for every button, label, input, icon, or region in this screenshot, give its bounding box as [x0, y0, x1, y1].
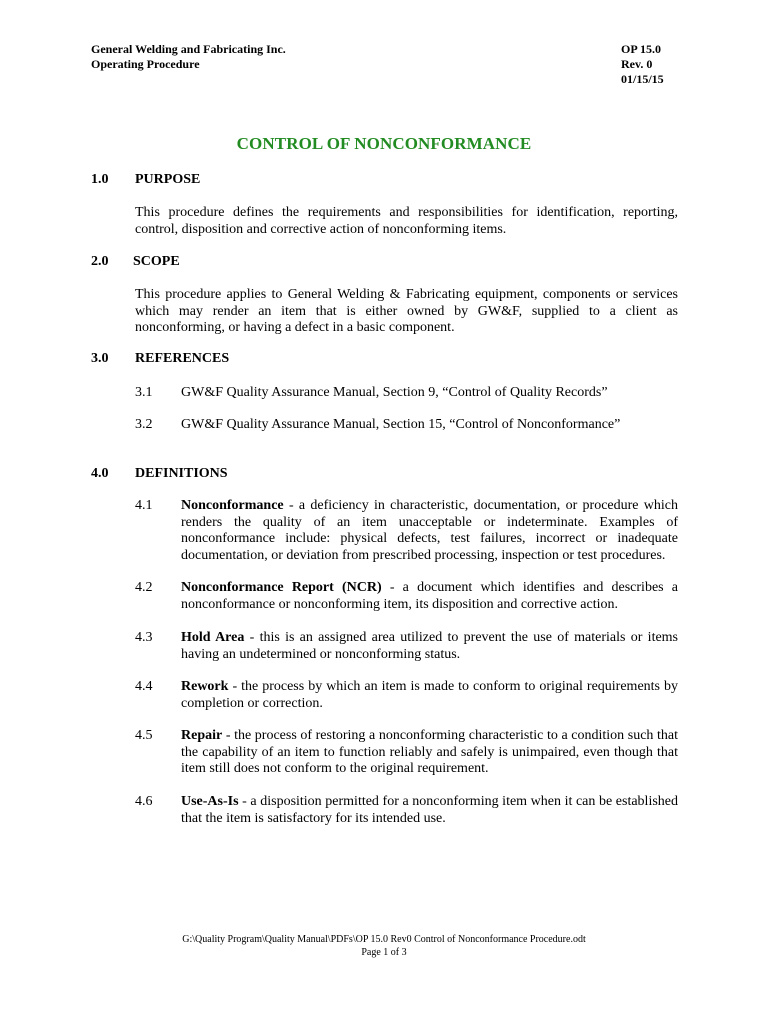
- definition-term: Nonconformance: [181, 498, 284, 513]
- section-number-scope: 2.0: [91, 254, 109, 269]
- definition-text: - this is an assigned area utilized to prevent the use of materials or items having an undetermined or nonconforming status.: [181, 630, 679, 662]
- definition-number: 4.3: [135, 630, 153, 645]
- definition-number: 4.1: [135, 498, 153, 513]
- definition-number: 4.6: [135, 794, 153, 809]
- footer-file-path: G:\Quality Program\Quality Manual\PDFs\OP 15.0 Rev0 Control of Nonconformance Procedure.odt: [182, 934, 586, 945]
- definition-number: 4.2: [135, 580, 153, 595]
- section-number-purpose: 1.0: [91, 172, 109, 187]
- definition-use-as-is: [181, 794, 678, 827]
- definition-term: Nonconformance Report (NCR): [181, 580, 382, 595]
- definition-term: Hold Area: [181, 630, 245, 645]
- company-name: General Welding and Fabricating Inc.: [91, 42, 286, 56]
- section-number-definitions: 4.0: [91, 466, 109, 481]
- section-title-scope: SCOPE: [133, 254, 180, 269]
- purpose-text: This procedure defines the requirements and responsibilities for identification, reporting, control, disposition and corrective action of nonconforming items.: [135, 205, 678, 237]
- header-right: [621, 42, 664, 87]
- document-date: 01/15/15: [621, 72, 664, 86]
- definition-text: - a document which identifies and describes a nonconformance or nonconforming item, its disposition and corrective action.: [181, 580, 678, 612]
- reference-text: GW&F Quality Assurance Manual, Section 9, “Control of Quality Records”: [181, 385, 608, 400]
- revision: Rev. 0: [621, 57, 653, 71]
- definition-term: Repair: [181, 728, 223, 743]
- reference-number: 3.1: [135, 385, 153, 400]
- footer: [0, 933, 768, 959]
- header-left: [91, 42, 286, 72]
- document-number: OP 15.0: [621, 42, 662, 56]
- reference-text: GW&F Quality Assurance Manual, Section 15, “Control of Nonconformance”: [181, 417, 621, 432]
- definition-repair: [181, 728, 678, 778]
- section-title-definitions: DEFINITIONS: [135, 466, 228, 481]
- definition-number: 4.5: [135, 728, 153, 743]
- definition-hold-area: [181, 630, 678, 663]
- section-title-references: REFERENCES: [135, 351, 230, 366]
- definition-text: - a deficiency in characteristic, documentation, or procedure which renders the quality of an item unacceptable or indeterminate. Examples of nonconformance include: physical defects, test failures, incorrect or inadequate documentation, or deviation from prescribed processing, inspection or test procedures.: [181, 498, 678, 563]
- section-title-purpose: PURPOSE: [135, 172, 201, 187]
- definition-rework: [181, 679, 678, 712]
- section-number-references: 3.0: [91, 351, 109, 366]
- definition-ncr: [181, 580, 678, 613]
- reference-number: 3.2: [135, 417, 153, 432]
- definition-text: - the process of restoring a nonconforming characteristic to a condition such that the capability of an item to function reliably and safely is unimpaired, even though that item still does not conform to the original requirement.: [181, 728, 678, 776]
- definition-term: Use-As-Is: [181, 794, 239, 809]
- document-title: CONTROL OF NONCONFORMANCE: [236, 134, 532, 153]
- definition-number: 4.4: [135, 679, 153, 694]
- document-type: Operating Procedure: [91, 57, 200, 71]
- page-number: Page 1 of 3: [361, 947, 407, 958]
- definition-text: - the process by which an item is made to conform to original requirements by completion or correction.: [181, 679, 678, 711]
- scope-text: This procedure applies to General Welding & Fabricating equipment, components or services which may render an item that is either owned by GW&F, supplied to a client as nonconforming, or having a defect in a basic component.: [135, 287, 678, 335]
- definition-nonconformance: [181, 498, 678, 564]
- definition-text: - a disposition permitted for a nonconforming item when it can be established that the item is satisfactory for its intended use.: [181, 794, 678, 826]
- definition-term: Rework: [181, 679, 229, 694]
